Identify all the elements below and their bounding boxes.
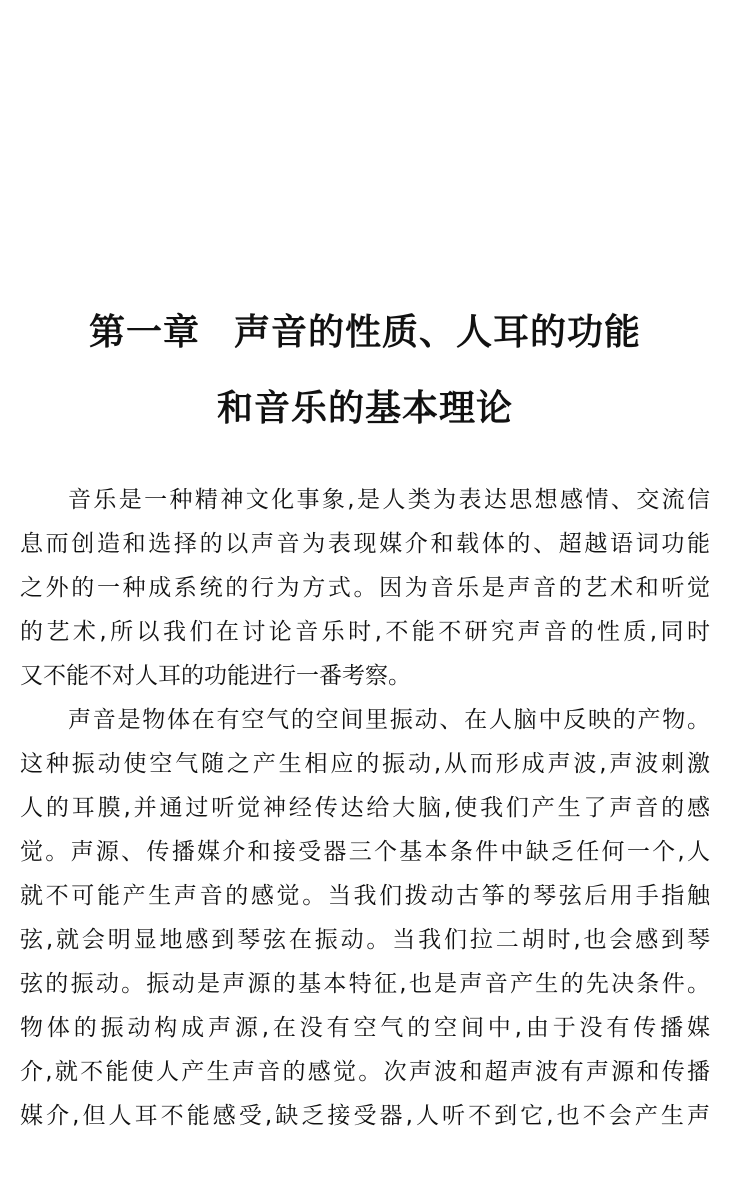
text-line: 介,就不能使人产生声音的感觉。次声波和超声波有声源和传播 [20,1059,710,1085]
text-line: 音乐是一种精神文化事象,是人类为表达思想感情、交流信 [68,487,710,513]
chapter-title-line-2: 和音乐的基本理论 [216,387,513,429]
text-line: 息而创造和选择的以声音为表现媒介和载体的、超越语词功能 [20,531,710,557]
text-line: 人的耳膜,并通过听觉神经传达给大脑,使我们产生了声音的感 [20,795,710,821]
text-line: 觉。声源、传播媒介和接受器三个基本条件中缺乏任何一个,人 [20,839,710,865]
text-line: 媒介,但人耳不能感受,缺乏接受器,人听不到它,也不会产生声 [20,1103,710,1129]
text-line: 弦,就会明显地感到琴弦在振动。当我们拉二胡时,也会感到琴 [20,927,710,953]
text-line: 物体的振动构成声源,在没有空气的空间中,由于没有传播媒 [20,1015,710,1041]
text-line: 之外的一种成系统的行为方式。因为音乐是声音的艺术和听觉 [20,575,710,601]
text-line: 的艺术,所以我们在讨论音乐时,不能不研究声音的性质,同时 [20,619,710,645]
body-text [20,478,710,1138]
chapter-title-line-1 [0,310,730,354]
chapter-title-part1: 声音的性质、人耳的功能 [234,311,642,353]
text-line: 这种振动使空气随之产生相应的振动,从而形成声波,声波刺激 [20,751,710,777]
text-line: 弦的振动。振动是声源的基本特征,也是声音产生的先决条件。 [20,971,710,997]
text-line: 声音是物体在有空气的空间里振动、在人脑中反映的产物。 [68,707,710,733]
text-line: 就不可能产生声音的感觉。当我们拨动古筝的琴弦后用手指触 [20,883,710,909]
text-line: 又不能不对人耳的功能进行一番考察。 [20,663,411,689]
chapter-label: 第一章 [88,311,200,353]
